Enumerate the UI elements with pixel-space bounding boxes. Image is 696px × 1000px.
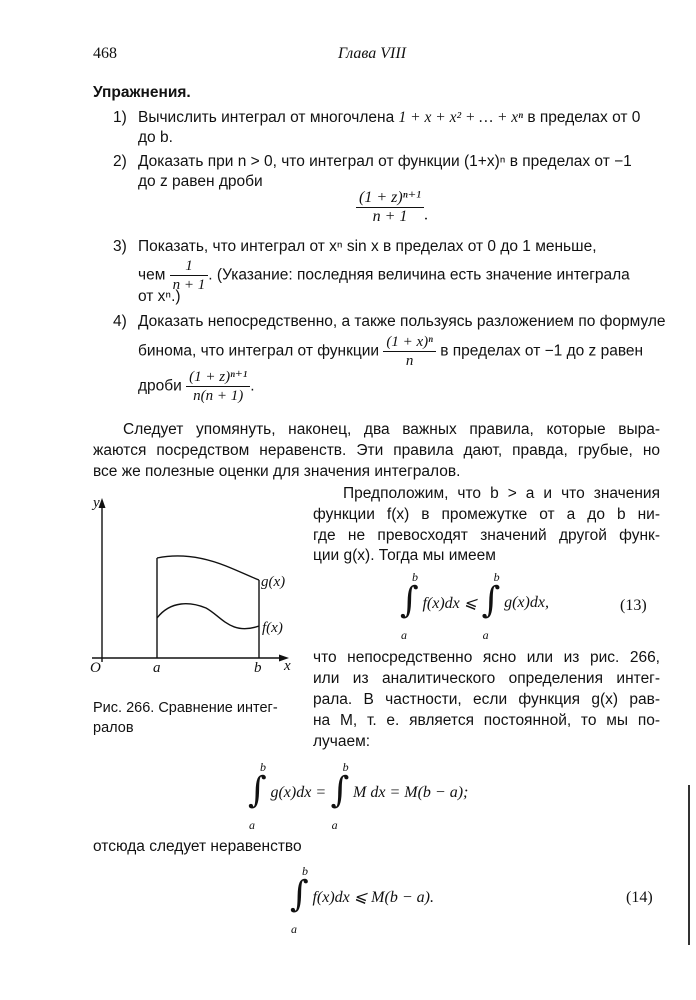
exercise-3-fraction-denominator: n + 1 xyxy=(172,277,206,293)
exercise-1-formula: 1 + x + x² + … + xⁿ xyxy=(398,109,524,126)
tick-a-label: a xyxy=(153,660,161,676)
exercise-3-line-3: от xⁿ.) xyxy=(138,288,181,305)
integral-sign: ∫ b a xyxy=(290,864,309,936)
exercise-1-number: 1) xyxy=(113,109,127,126)
x-axis-label: x xyxy=(284,658,291,674)
paragraph-3-line-4: на M, т. е. является постоянной, то мы по- xyxy=(313,712,660,729)
exercise-1-line-1 xyxy=(138,108,660,128)
equation-constant-m xyxy=(248,760,469,832)
exercise-3-than: чем xyxy=(138,266,166,284)
paragraph-2-line-1: Предположим, что b > a и что значения xyxy=(343,485,660,502)
paragraph-3-line-1: что непосредственно ясно или из рис. 266, xyxy=(313,649,660,666)
curve-f xyxy=(157,604,259,629)
y-axis-label: y xyxy=(93,495,100,511)
page-number: 468 xyxy=(93,45,117,62)
integral-sign: ∫ b a xyxy=(330,760,350,832)
exercise-2-fraction xyxy=(356,189,428,226)
exercise-4-line-1: Доказать непосредственно, а также пользуясь разложением по формуле xyxy=(138,313,666,330)
figure-266 xyxy=(86,490,308,680)
exercise-2-fraction-denominator: n + 1 xyxy=(372,208,408,225)
paragraph-2-line-2: функции f(x) в промежутке от a до b ни- xyxy=(313,506,660,523)
equation-13-right: g(x)dx, xyxy=(504,594,549,611)
paragraph-4: отсюда следует неравенство xyxy=(93,838,302,855)
equation-m-left: g(x)dx = xyxy=(270,784,327,801)
exercise-4-fraction-2-denominator: n(n + 1) xyxy=(193,388,244,404)
chapter-title: Глава VIII xyxy=(338,45,407,62)
exercise-1-text: Вычислить интеграл от многочлена xyxy=(138,109,395,126)
equation-13-number: (13) xyxy=(620,597,647,614)
scan-edge-line xyxy=(688,785,690,945)
paragraph-3-line-3: рала. В частности, если функция g(x) рав- xyxy=(313,691,660,708)
exercise-4-text-d: дроби xyxy=(138,377,182,395)
origin-label: O xyxy=(90,660,101,676)
curve-g-label: g(x) xyxy=(261,574,286,590)
exercise-4-fraction-1-numerator: (1 + x)ⁿ xyxy=(383,333,436,352)
exercise-4-fraction-2-numerator: (1 + z)ⁿ⁺¹ xyxy=(186,368,250,387)
paragraph-2-line-4: ции g(x). Тогда мы имеем xyxy=(313,547,496,564)
exercise-2-line-2: до z равен дроби xyxy=(138,173,263,190)
tick-b-label: b xyxy=(254,660,262,676)
exercises-heading: Упражнения. xyxy=(93,84,191,101)
exercise-4-text-c: в пределах от −1 до z равен xyxy=(440,342,644,360)
exercise-4-number: 4) xyxy=(113,313,127,330)
equation-14-body: f(x)dx ⩽ M(b − a). xyxy=(312,889,434,906)
exercise-3-line-1: Показать, что интеграл от xⁿ sin x в пределах от 0 до 1 меньше, xyxy=(138,238,597,255)
figure-caption-line-1: Рис. 266. Сравнение интег- xyxy=(93,700,278,716)
exercise-4-line-2 xyxy=(138,333,643,370)
exercise-3-number: 3) xyxy=(113,238,127,255)
paragraph-1-line-3: все же полезные оценки для значения интегралов. xyxy=(93,463,461,480)
paragraph-3-line-5: лучаем: xyxy=(313,733,371,750)
exercise-4-line-3 xyxy=(138,368,255,405)
exercise-2-fraction-numerator: (1 + z)ⁿ⁺¹ xyxy=(356,189,424,208)
paragraph-1-line-1: Следует упомянуть, наконец, два важных правила, которые выра- xyxy=(123,421,660,438)
curve-g xyxy=(157,556,259,580)
exercise-3-hint: . (Указание: последняя величина есть значение интеграла xyxy=(208,266,630,284)
equation-13 xyxy=(400,570,549,642)
paragraph-2-line-3: где не превосходят значений другой функ- xyxy=(313,527,660,544)
equation-m-right: M dx = M(b − a); xyxy=(353,784,469,801)
exercise-4-text-b: бинома, что интеграл от функции xyxy=(138,342,380,360)
integral-sign: ∫ b a xyxy=(400,570,419,642)
exercise-2-line-1: Доказать при n > 0, что интеграл от функции (1+x)ⁿ в пределах от −1 xyxy=(138,153,632,170)
integral-sign: ∫ b a xyxy=(481,570,501,642)
exercise-1-limits: в пределах от 0 xyxy=(527,109,641,126)
exercise-3-fraction-numerator: 1 xyxy=(170,257,209,276)
equation-14 xyxy=(290,864,434,936)
integral-sign: ∫ b a xyxy=(248,760,267,832)
curve-f-label: f(x) xyxy=(262,620,283,636)
paragraph-1-line-2: жаются посредством неравенств. Эти правила дают, правда, грубые, но xyxy=(93,442,660,459)
paragraph-3-line-2: или из аналитического определения интег- xyxy=(313,670,660,687)
exercise-4-period: . xyxy=(250,377,255,395)
equation-13-left: f(x)dx ⩽ xyxy=(422,595,478,612)
exercise-3-line-2 xyxy=(138,257,630,294)
exercise-2-period: . xyxy=(423,206,428,224)
equation-14-number: (14) xyxy=(626,889,653,906)
figure-caption-line-2: ралов xyxy=(93,720,134,736)
exercise-2-number: 2) xyxy=(113,153,127,170)
exercise-4-fraction-1-denominator: n xyxy=(405,353,414,369)
exercise-1-line-2: до b. xyxy=(138,129,173,146)
